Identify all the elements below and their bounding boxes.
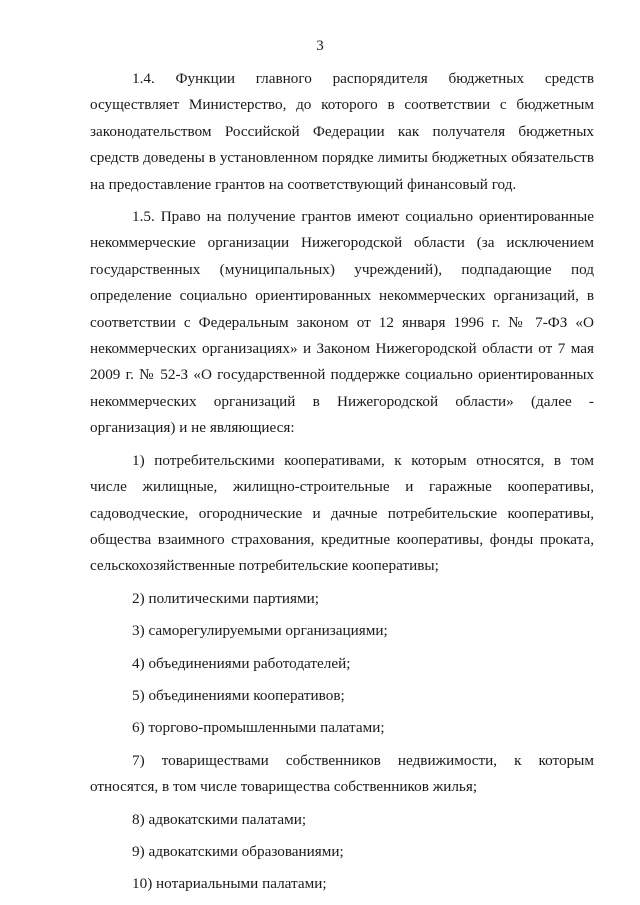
list-item-1: 1) потребительскими кооперативами, к которым относятся, в том числе жилищные, жилищно-строительные и гаражные кооперативы, садоводческие, огороднические и дачные потребительские кооперативы, общества взаимного страхования, кредитные кооперативы, фонды проката, сельскохозяйственные потребительские кооперативы; xyxy=(90,451,594,575)
list-item-6: 6) торгово-промышленными палатами; xyxy=(132,719,385,737)
list-item-10: 10) нотариальными палатами; xyxy=(132,875,327,893)
paragraph-1-5: 1.5. Право на получение грантов имеют социально ориентированные некоммерческие организации Нижегородской области (за исключением государственных (муниципальных) учреждений), подпадающие под определение социально ориентированных некоммерческих организаций, в соответствии с Федеральным законом от 12 января 1996 г. № 7-ФЗ «О некоммерческих организациях» и Законом Нижегородской области от 7 мая 2009 г. № 52-З «О государственной поддержке социально ориентированных некоммерческих организаций в Нижегородской области» (далее - организация) и не являющиеся: xyxy=(90,208,594,437)
list-item-2: 2) политическими партиями; xyxy=(132,589,319,607)
list-item-3: 3) саморегулируемыми организациями; xyxy=(132,622,388,640)
page-number: 3 xyxy=(316,38,324,54)
list-item-5: 5) объединениями кооперативов; xyxy=(132,686,345,704)
list-item-7: 7) товариществами собственников недвижимости, к которым относятся, в том числе товарищества собственников жилья; xyxy=(90,751,594,796)
list-item-9: 9) адвокатскими образованиями; xyxy=(132,842,344,860)
paragraph-1-4: 1.4. Функции главного распорядителя бюджетных средств осуществляет Министерство, до которого в соответствии с бюджетным законодательством Российской Федерации как получателя бюджетных средств доведены в установленном порядке лимиты бюджетных обязательств на предоставление грантов на соответствующий финансовый год. xyxy=(90,70,594,193)
document-body xyxy=(90,66,594,898)
list-item-4: 4) объединениями работодателей; xyxy=(132,654,351,672)
list-item-8: 8) адвокатскими палатами; xyxy=(132,810,307,828)
